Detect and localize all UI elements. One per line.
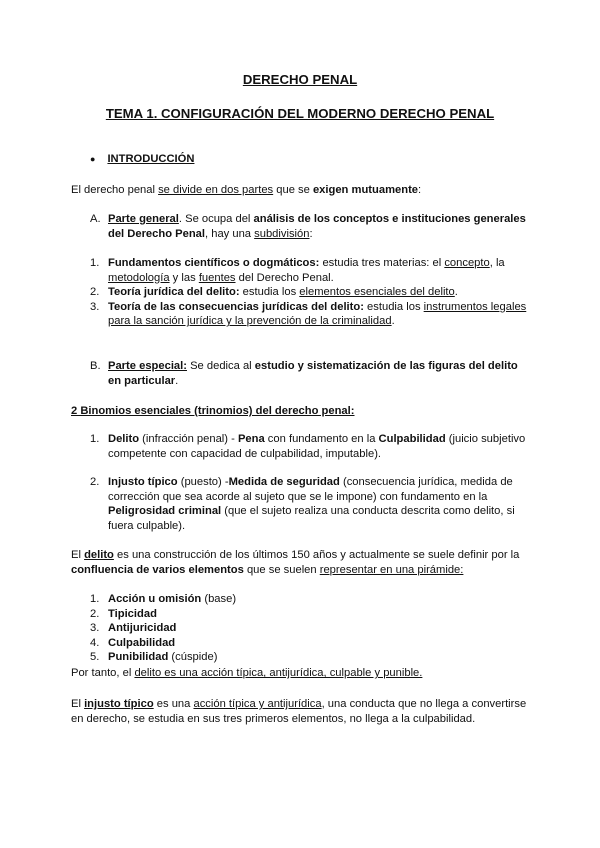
part-b-marker: B. [90, 360, 101, 372]
part-b [90, 359, 530, 388]
part-b-text: Parte especial: Se dedica al estudio y sistematización de las figuras del delito en particular. [108, 360, 518, 387]
part-a-marker: A. [90, 213, 101, 225]
injusto-paragraph: El injusto típico es una acción típica y antijurídica, una conducta que no llega a convertirse en derecho, se estudia en sus tres primeros elementos, no llega a la culpabilidad. [71, 698, 527, 725]
bullet-icon: ● [90, 154, 96, 164]
part-a [90, 212, 530, 241]
por-tanto-paragraph: Por tanto, el delito es una acción típica, antijurídica, culpable y punible. [71, 667, 423, 679]
list-item: 3. Antijuricidad [90, 622, 177, 635]
delito-paragraph: El delito es una construcción de los últimos 150 años y actualmente se suele definir por la confluencia de varios elementos que se suelen representar en una pirámide: [71, 549, 520, 576]
elementos-list [90, 592, 530, 665]
page-subtitle: TEMA 1. CONFIGURACIÓN DEL MODERNO DERECHO PENAL [105, 106, 495, 121]
list-item: 4. Culpabilidad [90, 636, 176, 649]
list-item: 5. Punibilidad (cúspide) [90, 651, 218, 664]
part-a-list [90, 256, 530, 329]
binomios-heading: 2 Binomios esenciales (trinomios) del derecho penal: [71, 405, 355, 417]
list-item: 1. Fundamentos científicos o dogmáticos: estudia tres materias: el concepto, la metodología y las fuentes del Derecho Penal. [90, 257, 505, 284]
part-a-text: Parte general. Se ocupa del análisis de los conceptos e instituciones generales del Derecho Penal, hay una subdivisión: [108, 213, 526, 240]
list-item: 1. Delito (infracción penal) - Pena con fundamento en la Culpabilidad (juicio subjetivo competente con capacidad de culpabilidad, imputable). [90, 433, 526, 460]
section-introduccion [90, 152, 194, 167]
list-item: 3. Teoría de las consecuencias jurídicas del delito: estudia los instrumentos legales para la sanción jurídica y la prevención de la criminalidad. [90, 300, 527, 328]
list-item: 1. Acción u omisión (base) [90, 593, 237, 605]
list-item: 2. Injusto típico (puesto) -Medida de seguridad (consecuencia jurídica, medida de corrección que sea acorde al sujeto que se le impone) con fundamento en la Peligrosidad criminal (que el sujeto realiza una conducta descrita como delito, si fuera culpable). [90, 476, 515, 532]
section-heading: INTRODUCCIÓN [107, 153, 195, 165]
binomios-list [90, 432, 530, 534]
intro-paragraph: El derecho penal se divide en dos partes que se exigen mutuamente: [71, 184, 422, 196]
page-title: DERECHO PENAL [242, 72, 358, 87]
list-item: 2. Tipicidad [90, 607, 157, 620]
list-item: 2. Teoría jurídica del delito: estudia los elementos esenciales del delito. [90, 286, 458, 299]
